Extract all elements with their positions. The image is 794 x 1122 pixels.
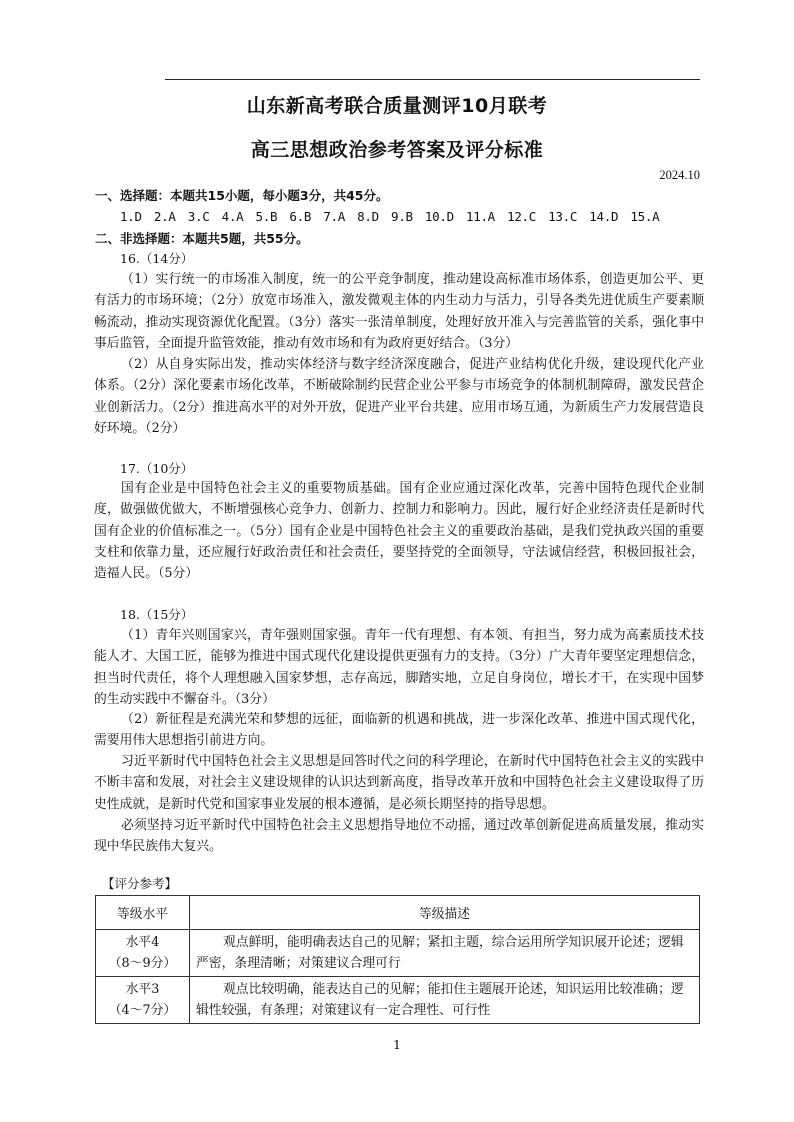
section1-heading: 一、选择题：本题共15小题，每小题3分，共45分。 bbox=[95, 188, 389, 203]
header-level: 等级水平 bbox=[96, 896, 190, 930]
q17-answer: 国有企业是中国特色社会主义的重要物质基础。国有企业应通过深化改革，完善中国特色现代企业制度，做强做优做大，不断增强核心竞争力、创新力、控制力和影响力。因此，履行好企业经济责任是新时代国有企业的价值标准之一。（5分）国有企业是中国特色社会主义的重要政治基础，是我们党执政兴国的重要支柱和依靠力量，还应履行好政治责任和社会责任，要坚持党的全面领导，守法诚信经营，积极回报社会，造福人民。（5分） bbox=[94, 481, 704, 582]
choice-answers: 1.D 2.A 3.C 4.A 5.B 6.B 7.A 8.D 9.B 10.D 11.A 12.C 13.C 14.D 15.A bbox=[120, 209, 660, 224]
level-name: 水平4 bbox=[125, 935, 160, 950]
header-description: 等级描述 bbox=[190, 896, 700, 930]
level-cell bbox=[96, 930, 190, 977]
q18-label: 18.（15分） bbox=[120, 607, 194, 622]
level-cell bbox=[96, 977, 190, 1024]
q16-label: 16.（14分） bbox=[120, 251, 194, 266]
q18-part4: 必须坚持习近平新时代中国特色社会主义思想指导地位不动摇，通过改革创新促进高质量发展，推动实现中华民族伟大复兴。 bbox=[94, 818, 704, 855]
document-date: 2024.10 bbox=[659, 168, 700, 182]
rubric-label: 【评分参考】 bbox=[102, 876, 178, 891]
rubric-header-row bbox=[96, 896, 700, 930]
level-score: （4～7分） bbox=[108, 1003, 177, 1018]
q16-part2: （2）从自身实际出发，推动实体经济与数字经济深度融合，促进产业结构优化升级，建设现代化产业体系。（2分）深化要素市场化改革，不断破除制约民营企业公平参与市场竞争的体制机制障碍，激发民营企业创新活力。（2分）推进高水平的对外开放，促进产业平台共建、应用市场互通，为新质生产力发展营造良好环境。（2分） bbox=[94, 357, 704, 436]
level-name: 水平3 bbox=[125, 982, 160, 997]
document-subtitle: 高三思想政治参考答案及评分标准 bbox=[250, 139, 544, 161]
level-description: 观点比较明确，能表达自己的见解；能扣住主题展开论述，知识运用比较准确；逻辑性较强，有条理；对策建议有一定合理性、可行性 bbox=[190, 977, 700, 1024]
page-number: 1 bbox=[393, 1037, 401, 1052]
q17-label: 17.（10分） bbox=[120, 461, 194, 476]
q18-part3: 习近平新时代中国特色社会主义思想是回答时代之问的科学理论，在新时代中国特色社会主义的实践中不断丰富和发展，对社会主义建设规律的认识达到新高度，指导改革开放和中国特色社会主义建设取得了历史性成就，是新时代党和国家事业发展的根本遵循，是必须长期坚持的指导思想。 bbox=[94, 754, 704, 812]
q18-part2: （2）新征程是充满光荣和梦想的远征，面临新的机遇和挑战，进一步深化改革、推进中国式现代化，需要用伟大思想指引前进方向。 bbox=[94, 712, 704, 749]
q18-part1: （1）青年兴则国家兴，青年强则国家强。青年一代有理想、有本领、有担当，努力成为高素质技术技能人才、大国工匠，能够为推进中国式现代化建设提供更强有力的支持。（3分）广大青年要坚定理想信念，担当时代责任，将个人理想融入国家梦想，志存高远，脚踏实地，立足自身岗位，增长才干，在实现中国梦的生动实践中不懈奋斗。（3分） bbox=[94, 628, 704, 707]
table-row bbox=[96, 977, 700, 1024]
document-title: 山东新高考联合质量测评10月联考 bbox=[246, 95, 548, 117]
table-row bbox=[96, 930, 700, 977]
section2-heading: 二、非选择题：本题共5题，共55分。 bbox=[95, 231, 309, 246]
level-description: 观点鲜明，能明确表达自己的见解；紧扣主题，综合运用所学知识展开论述；逻辑严密，条理清晰；对策建议合理可行 bbox=[190, 930, 700, 977]
q16-part1: （1）实行统一的市场准入制度，统一的公平竞争制度，推动建设高标准市场体系，创造更加公平、更有活力的市场环境；（2分）放宽市场准入，激发微观主体的内生动力与活力，引导各类先进优质生产要素顺畅流动，推动实现资源优化配置。（3分）落实一张清单制度，处理好放开准入与完善监管的关系，强化事中事后监管，全面提升监管效能，推动有效市场和有为政府更好结合。（3分） bbox=[94, 272, 704, 351]
level-score: （8～9分） bbox=[108, 956, 177, 971]
rubric-table bbox=[95, 895, 700, 1024]
header-rule bbox=[165, 79, 700, 80]
